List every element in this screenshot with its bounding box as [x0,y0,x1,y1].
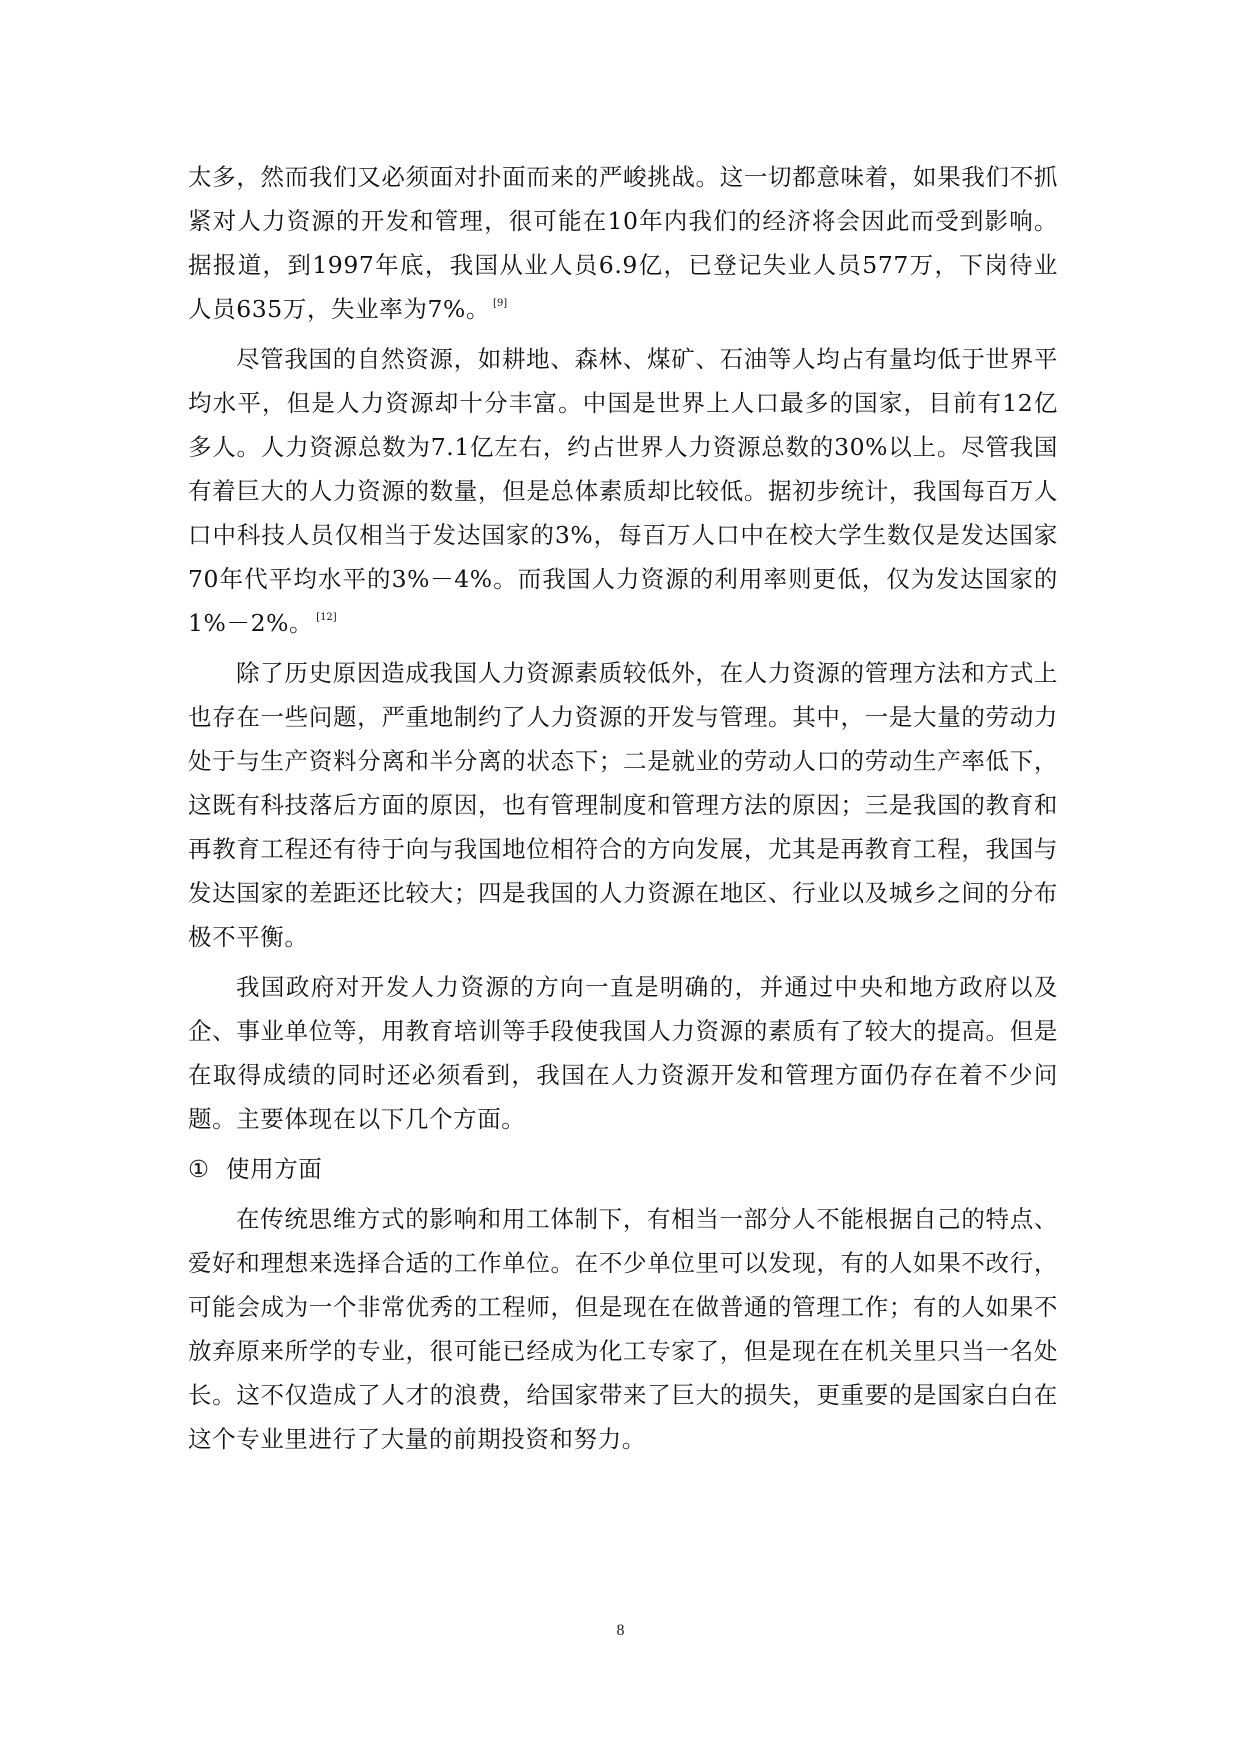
body-text [188,155,1058,1467]
paragraph-usage [188,1197,1058,1461]
citation-ref: [9] [493,298,508,309]
paragraph-text: 我国政府对开发人力资源的方向一直是明确的，并通过中央和地方政府以及企、事业单位等，用教育培训等手段使我国人力资源的素质有了较大的提高。但是在取得成绩的同时还必须看到，我国在人力资源开发和管理方面仍存在着不少问题。主要体现在以下几个方面。 [188,973,1058,1133]
paragraph-continued [188,155,1058,331]
citation-ref: [12] [316,612,337,623]
paragraph-management-issues [188,651,1058,959]
paragraph-text: 在传统思维方式的影响和用工体制下，有相当一部分人不能根据自己的特点、爱好和理想来选择合适的工作单位。在不少单位里可以发现，有的人如果不改行，可能会成为一个非常优秀的工程师，但是现在在做普通的管理工作；有的人如果不放弃原来所学的专业，很可能已经成为化工专家了，但是现在在机关里只当一名处长。这不仅造成了人才的浪费，给国家带来了巨大的损失，更重要的是国家白白在这个专业里进行了大量的前期投资和努力。 [188,1205,1058,1453]
page-number: 8 [616,1622,625,1639]
section-title: 使用方面 [226,1155,323,1183]
section-number: ① [188,1155,210,1183]
paragraph-text: 太多，然而我们又必须面对扑面而来的严峻挑战。这一切都意味着，如果我们不抓紧对人力资源的开发和管理，很可能在10年内我们的经济将会因此而受到影响。据报道，到1997年底，我国从业人员6.9亿，已登记失业人员577万，下岗待业人员635万，失业率为7%。 [188,163,1058,323]
section-heading [188,1147,1058,1191]
paragraph-text: 除了历史原因造成我国人力资源素质较低外，在人力资源的管理方法和方式上也存在一些问题，严重地制约了人力资源的开发与管理。其中，一是大量的劳动力处于与生产资料分离和半分离的状态下；二是就业的劳动人口的劳动生产率低下，这既有科技落后方面的原因，也有管理制度和管理方法的原因；三是我国的教育和再教育工程还有待于向与我国地位相符合的方向发展，尤其是再教育工程，我国与发达国家的差距还比较大；四是我国的人力资源在地区、行业以及城乡之间的分布极不平衡。 [188,659,1058,951]
paragraph-government-policy [188,965,1058,1141]
paragraph-text: 尽管我国的自然资源，如耕地、森林、煤矿、石油等人均占有量均低于世界平均水平，但是人力资源却十分丰富。中国是世界上人口最多的国家，目前有12亿多人。人力资源总数为7.1亿左右，约占世界人力资源总数的30%以上。尽管我国有着巨大的人力资源的数量，但是总体素质却比较低。据初步统计，我国每百万人口中科技人员仅相当于发达国家的3%，每百万人口中在校大学生数仅是发达国家70年代平均水平的3%－4%。而我国人力资源的利用率则更低，仅为发达国家的1%－2%。 [188,345,1058,637]
paragraph-natural-resources [188,337,1058,645]
